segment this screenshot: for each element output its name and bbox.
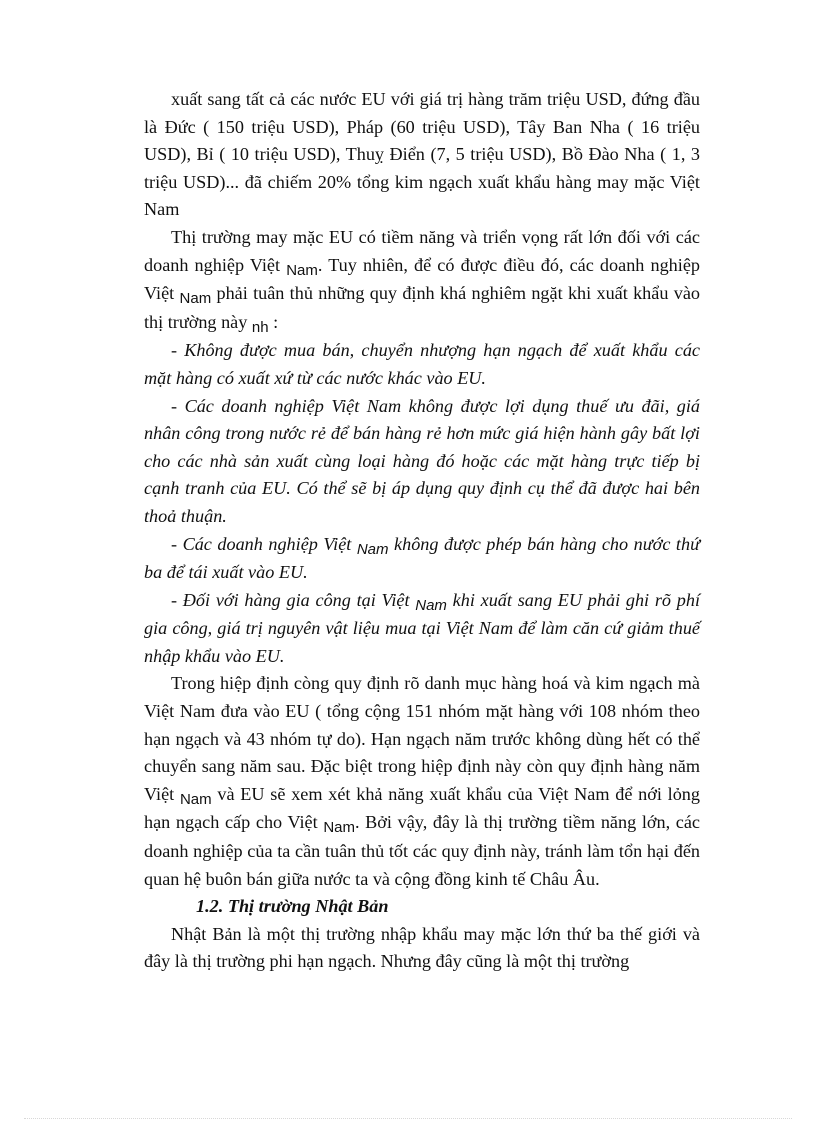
subscript-nam: Nam — [179, 790, 212, 808]
subscript-nam: Nam — [179, 290, 212, 308]
rule-item-quota-transfer: - Không được mua bán, chuyển nhượng hạn ngạch để xuất khẩu các mặt hàng có xuất xứ từ các nước khác vào EU. — [144, 340, 700, 388]
paragraph-eu-potential: Thị trường may mặc EU có tiềm năng và triển vọng rất lớn đối với các doanh nghiệp Việt $_{Nam}$. Tuy nhiên, để có được điều đó, các doanh nghiệp Việt $_{Nam}$ phải tuân thủ những quy định khá nghiêm ngặt khi xuất khẩu vào thị trường này $_{nh}$ : — [144, 226, 700, 336]
rule-item-processing-fee: - Đối với hàng gia công tại Việt $_{Nam}$ khi xuất sang EU phải ghi rõ phí gia công, giá trị nguyên vật liệu mua tại Việt Nam để làm căn cứ giảm thuế nhập khẩu vào EU. — [144, 589, 701, 666]
paragraph-japan: Nhật Bản là một thị trường nhập khẩu may mặc lớn thứ ba thế giới và đây là thị trường phi hạn ngạch. Nhưng đây cũng là một thị trường — [144, 923, 700, 972]
page-bottom-divider — [24, 1118, 792, 1119]
paragraph-eu-exports: xuất sang tất cả các nước EU với giá trị hàng trăm triệu USD, đứng đầu là Đức ( 150 triệu USD), Pháp (60 triệu USD), Tây Ban Nha ( 16 triệu USD), Bỉ ( 10 triệu USD), Thuỵ Điển (7, 5 triệu USD), Bồ Đào Nha ( 1, 3 triệu USD)... đã chiếm 20% tổng kim ngạch xuất khẩu hàng may mặc Việt Nam — [144, 89, 700, 220]
subscript-nam: Nam — [415, 596, 447, 614]
paragraph-agreement: Trong hiệp định còng quy định rõ danh mục hàng hoá và kim ngạch mà Việt Nam đưa vào EU ( tổng cộng 151 nhóm mặt hàng với 108 nhóm theo hạn ngạch và 43 nhóm tự do). Hạn ngạch năm trước không dùng hết có thể chuyển sang năm sau. Đặc biệt trong hiệp định này còn quy định hàng năm Việt $_{Nam}$ và EU sẽ xem xét khả năng xuất khẩu của Việt Nam để nới lỏng hạn ngạch cấp cho Việt $_{Nam}$. Bởi vậy, đây là thị trường tiềm năng lớn, các doanh nghiệp của ta cần tuân thủ tốt các quy định này, tránh làm tổn hại đến quan hệ buôn bán giữa nước ta và cộng đồng kinh tế Châu Âu. — [144, 673, 700, 889]
subscript-nam: Nam — [356, 540, 389, 558]
subscript-nam: Nam — [323, 819, 355, 837]
rule-item-reexport: - Các doanh nghiệp Việt $_{Nam}$ không được phép bán hàng cho nước thứ ba để tái xuất vào EU. — [144, 533, 700, 583]
subscript-nam: Nam — [286, 261, 318, 279]
rule-item-dumping: - Các doanh nghiệp Việt Nam không được lợi dụng thuế ưu đãi, giá nhân công trong nước rẻ để bán hàng rẻ hơn mức giá hiện hành gây bất lợi cho các nhà sản xuất cùng loại hàng đó hoặc các mặt hàng trực tiếp bị cạnh tranh của EU. Có thể sẽ bị áp dụng quy định cụ thể đã được hai bên thoả thuận. — [144, 395, 700, 526]
subscript-nh: nh — [251, 318, 269, 336]
document-body — [144, 86, 700, 976]
section-heading-japan-market: 1.2. Thị trường Nhật Bản — [196, 896, 389, 917]
